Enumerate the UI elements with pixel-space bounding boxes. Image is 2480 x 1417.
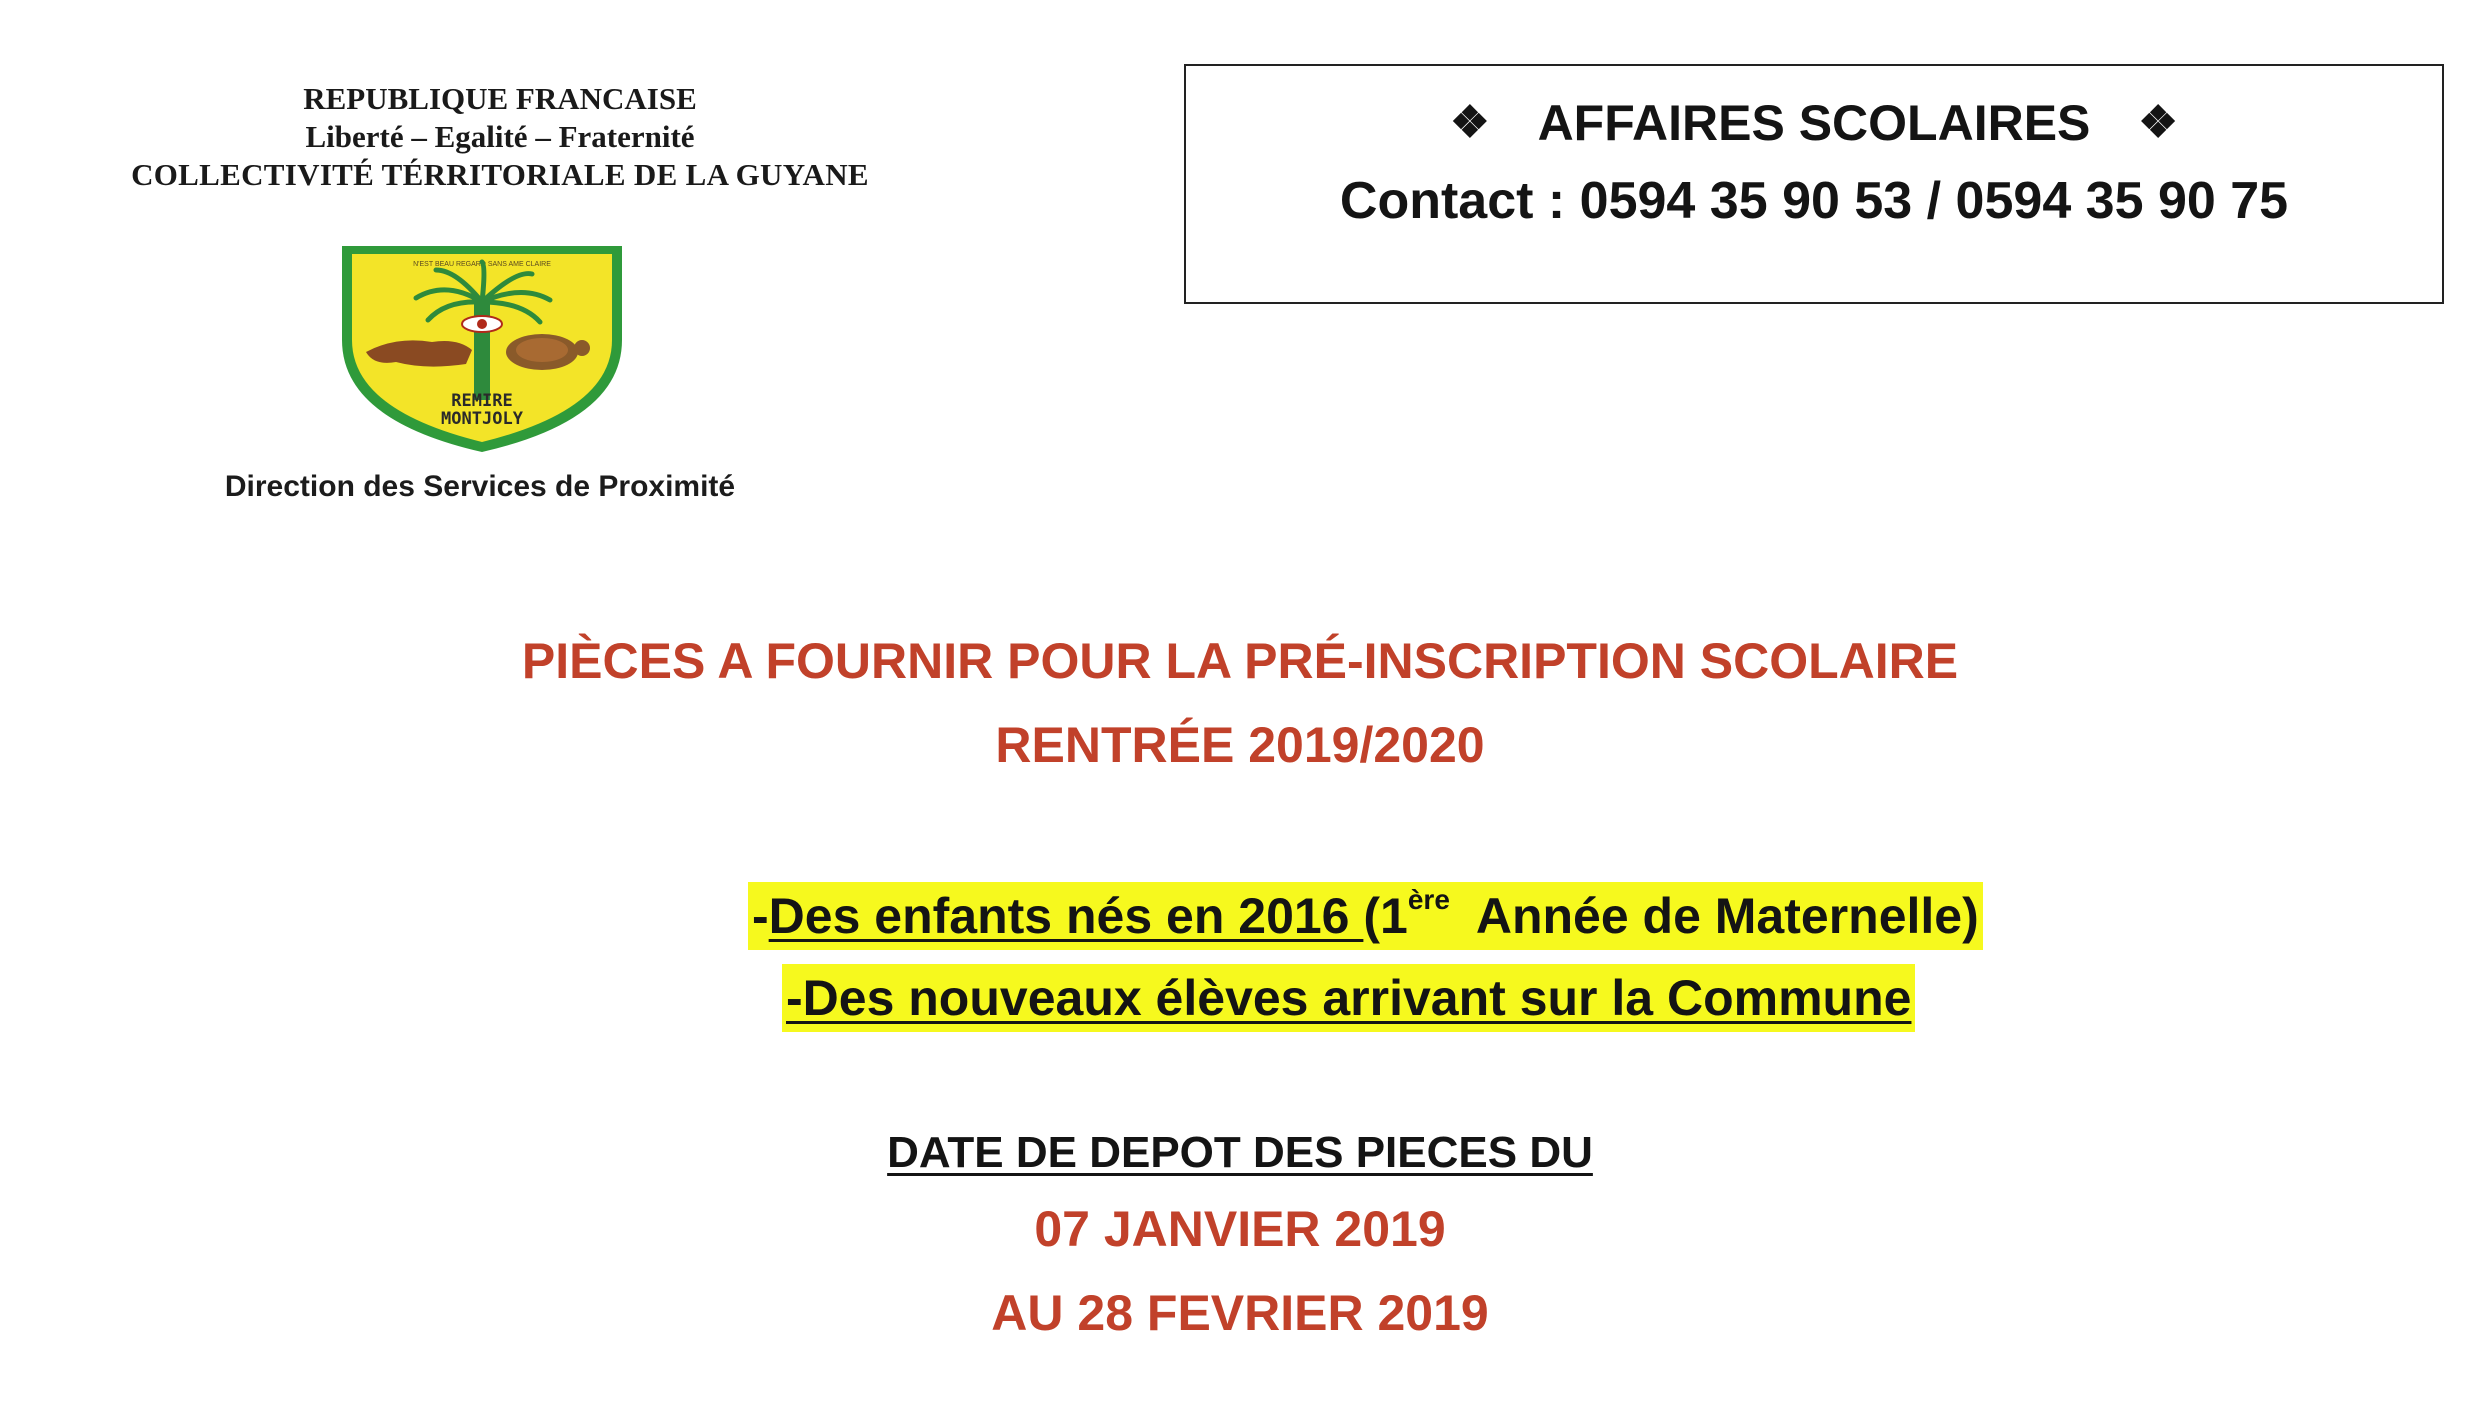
republic-line: REPUBLIQUE FRANCAISE <box>303 81 697 116</box>
remire-montjoly-crest-logo <box>336 240 628 455</box>
date-heading <box>0 1128 2480 1178</box>
date-heading-text: DATE DE DEPOT DES PIECES DU <box>887 1128 1593 1177</box>
item1-underlined: Des enfants nés en 2016 <box>768 888 1364 944</box>
item1-superscript: ère <box>1407 884 1450 915</box>
item1-rest: Année de Maternelle) <box>1449 888 1979 944</box>
issuer-header <box>90 80 910 194</box>
date-from: 07 JANVIER 2019 <box>1034 1201 1446 1257</box>
item1-dash: - <box>752 888 769 944</box>
svg-text:N'EST BEAU REGARD SANS AME CLA: N'EST BEAU REGARD SANS AME CLAIRE <box>413 261 551 268</box>
highlight-item-children-2016 <box>748 882 1983 950</box>
direction-label: Direction des Services de Proximité <box>224 470 736 503</box>
item1-paren: (1 <box>1363 888 1408 944</box>
diamond-bullet-icon: ❖ <box>1450 98 1490 147</box>
diamond-bullet-icon: ❖ <box>2138 98 2178 147</box>
contact-box-title <box>1186 88 2442 158</box>
date-to: AU 28 FEVRIER 2019 <box>991 1285 1489 1341</box>
highlight-item-new-students <box>782 964 1915 1032</box>
document-subtitle: RENTRÉE 2019/2020 <box>995 717 1485 773</box>
affaires-scolaires-label: AFFAIRES SCOLAIRES <box>1537 95 2091 151</box>
crest-label-montjoly: MONTJOLY <box>441 409 523 429</box>
document-title: PIÈCES A FOURNIR POUR LA PRÉ-INSCRIPTION SCOLAIRE <box>521 633 1959 689</box>
collectivity-line: COLLECTIVITÉ TÉRRITORIALE DE LA GUYANE <box>131 157 869 192</box>
item2-text: -Des nouveaux élèves arrivant sur la Commune <box>786 970 1912 1026</box>
crest-label-remire: REMIRE <box>451 391 513 411</box>
contact-phone-numbers: Contact : 0594 35 90 53 / 0594 35 90 75 <box>1339 172 2289 230</box>
contact-box <box>1184 64 2444 304</box>
motto-line: Liberté – Egalité – Fraternité <box>305 119 695 154</box>
